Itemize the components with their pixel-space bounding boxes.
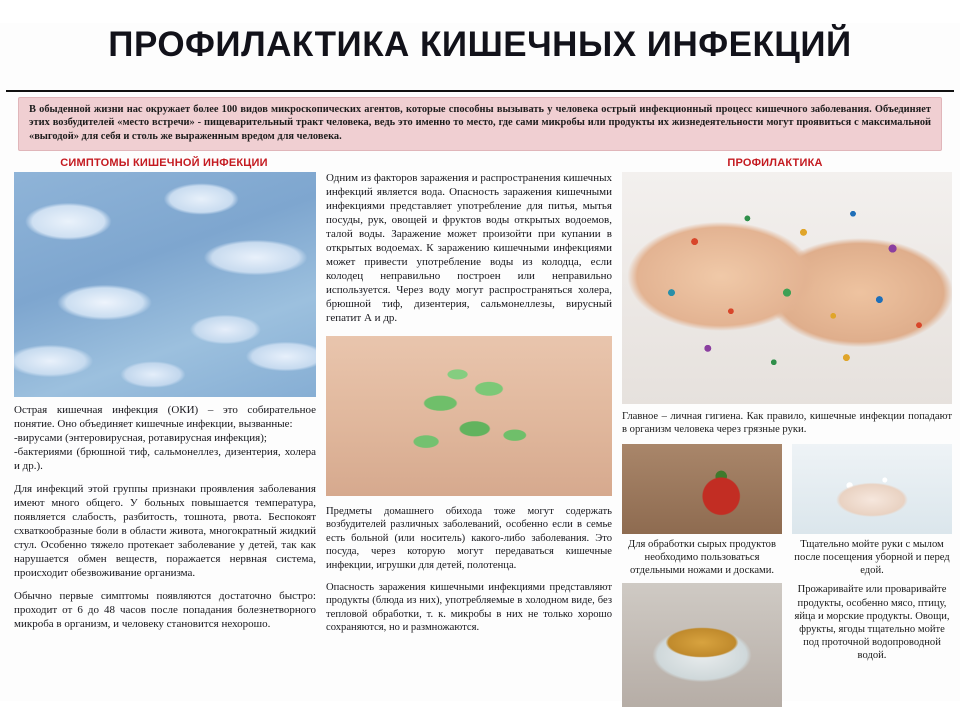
content-columns <box>0 172 960 707</box>
prevention-tip-washing <box>792 444 952 707</box>
symptoms-onset-text: Обычно первые симптомы появляются достаточно быстро: проходит от 6 до 48 часов после попадания болезнетворного микроба в организм, и человеку становится нехорошо. <box>14 589 316 630</box>
dirty-hands-photo <box>622 172 952 404</box>
section-headers-row <box>14 157 946 169</box>
abdomen-germs-photo <box>326 336 612 496</box>
prevention-tips-grid <box>622 444 952 707</box>
symptoms-definition-text: Острая кишечная инфекция (ОКИ) – это собирательное понятие. Оно объединяет кишечные инфекции, вызванные: -вирусами (энтеровирусная, ротавирусная инфекция); -бактериями (брюшной тиф, сальмонеллез, дизентерия, холера и др.). <box>14 404 316 472</box>
section-header-symptoms: СИМПТОМЫ КИШЕЧНОЙ ИНФЕКЦИИ <box>60 157 268 170</box>
water-transmission-text: Одним из факторов заражения и распространения кишечных инфекций является вода. Опасность заражения кишечными инфекциями представляет употребление для питья, мытья посуды, рук, овощей и фруктов воды открытых водоемов, талой воды. Заражение может произойти при купании в открытых водоемах. К заражению кишечными инфекциями может привести употребление воды из колодца, если колодец неправильно построен или неправильно используется. Через воду могут распространяться холера, брюшной тиф, дизентерия, сальмонеллезы, вирусный гепатит А и др. <box>326 172 612 324</box>
column-symptoms <box>14 172 316 707</box>
title-divider <box>6 90 954 92</box>
cutting-boards-caption: Для обработки сырых продуктов необходимо пользоваться отдельными ножами и досками. <box>628 538 776 577</box>
section-header-spacer <box>314 157 604 169</box>
knife-tomato-photo <box>622 444 782 534</box>
column-water-and-household <box>326 172 612 707</box>
symptoms-signs-text: Для инфекций этой группы признаки проявления заболевания имеют много общего. У больных повышается температура, появляется слабость, разбитость, тошнота, рвота. Беспокоят схваткообразные боли в области живота, многократный жидкий стул. Особенно тяжело протекает заболевание у детей, так как нарушается обмен веществ, поражается нервная система, происходит обезвоживание организма. <box>14 482 316 579</box>
household-items-text: Предметы домашнего обихода тоже могут содержать возбудителей различных заболеваний, особенно если в семье есть больной (или носитель) какого-либо заболевания. Это посуда, через которую могут передаваться кишечные инфекции, игрушки для детей, полотенца. <box>326 505 612 571</box>
hand-hygiene-caption: Главное – личная гигиена. Как правило, кишечные инфекции попадают в организм человека через грязные руки. <box>622 411 952 436</box>
cooking-pot-photo <box>622 583 782 707</box>
page-title: ПРОФИЛАКТИКА КИШЕЧНЫХ ИНФЕКЦИЙ <box>108 25 852 65</box>
poster-root <box>0 23 960 701</box>
section-header-prevention: ПРОФИЛАКТИКА <box>727 157 823 170</box>
cook-products-caption: Прожаривайте или проваривайте продукты, особенно мясо, птицу, яйца и морские продукты. Овощи, фрукты, ягоды тщательно мойте под проточной водопроводной водой. <box>794 584 950 662</box>
prevention-tip-cutting <box>622 444 782 707</box>
column-prevention <box>622 172 952 707</box>
cold-food-risk-text: Опасность заражения кишечными инфекциями представляют продукты (блюда из них), употребляемые в холодном виде, без тепловой обработки, т. к. микробы в них не только хорошо сохраняются, но и размножаются. <box>326 582 612 634</box>
bacteria-photo <box>14 172 316 397</box>
washing-hands-photo <box>792 444 952 534</box>
wash-hands-caption: Тщательно мойте руки с мылом после посещения уборной и перед едой. <box>794 538 950 577</box>
intro-text-band: В обыденной жизни нас окружает более 100 видов микроскопических агентов, которые способны вызывать у человека острый инфекционный процесс кишечного заболевания. Объединяет этих возбудителей «место встречи» - пищеварительный тракт человека, ведь это именно то место, где сами микробы или продукты их жизнедеятельности могут проявиться с максимальной «выгодой» для себя и столь же выраженным вредом для человека. <box>18 97 942 151</box>
